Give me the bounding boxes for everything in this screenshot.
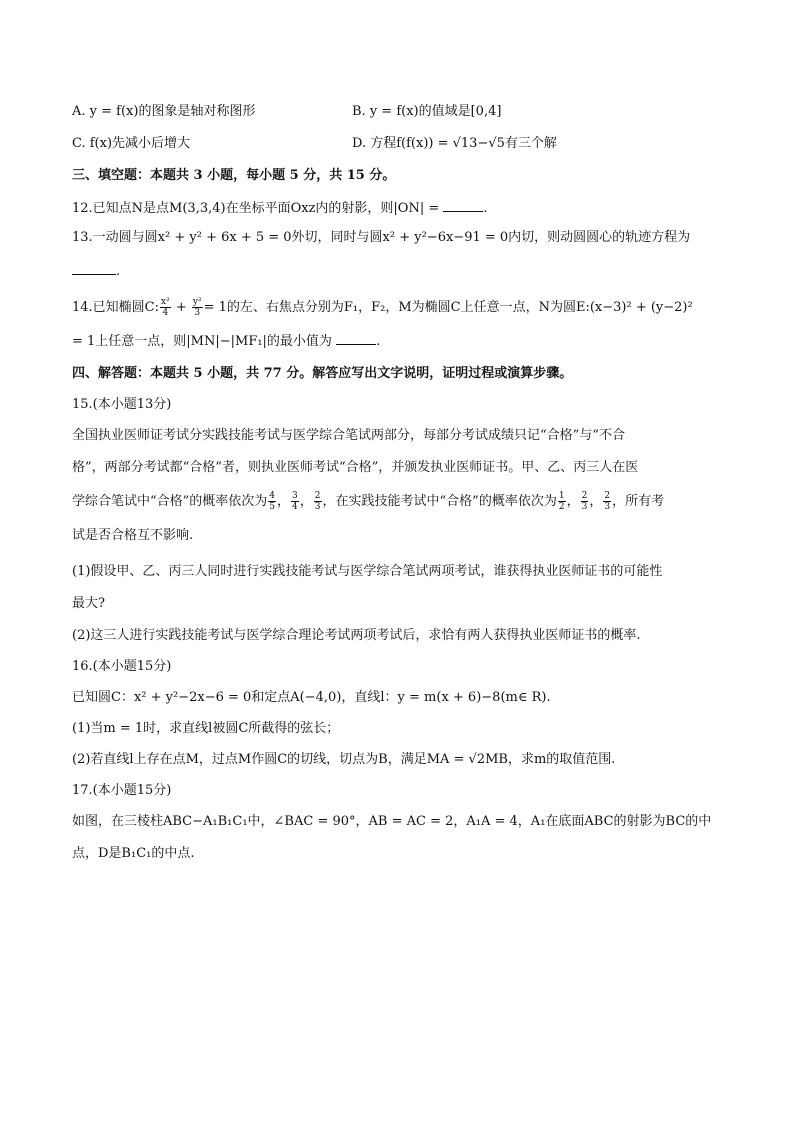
question-16-line-1: 已知圆C：x² + y²−2x−6 = 0和定点A(−4,0)，直线l：y = m(x + 6)−8(m∈ R). [72, 690, 551, 705]
fraction: $\frac{2}{3}$ [314, 491, 321, 512]
question-15-part-2: (2)这三人进行实践技能考试与医学综合理论考试两项考试后，求恰有两人获得执业医师证书的概率. [72, 628, 641, 643]
question-15-text-a: 学综合笔试中“合格”的概率依次为 [72, 494, 268, 509]
question-16-part-2: (2)若直线l上存在点M，过点M作圆C的切线，切点为B，满足MA = √2MB，求m的取值范围. [72, 752, 616, 767]
fraction: $\frac{\text{x²}}{4}$ [161, 297, 170, 318]
question-14-lead: 14.已知椭圆C: [72, 300, 160, 315]
question-12: 12.已知点N是点M(3,3,4)在坐标平面Oxz内的射影，则|ON| = . [72, 197, 488, 219]
fraction: $\frac{2}{3}$ [581, 491, 588, 512]
fraction: $\frac{3}{4}$ [292, 491, 298, 512]
option-d: D. 方程f(f(x)) = √13−√5有三个解 [352, 136, 557, 151]
section-3-heading: 三、填空题：本题共 3 小题，每小题 5 分，共 15 分。 [72, 168, 396, 183]
fraction: $\frac{1}{2}$ [558, 491, 565, 512]
question-13-line-1: 13.一动圆与圆x² + y² + 6x + 5 = 0外切，同时与圆x² + y²−6x−91 = 0内切，则动圆圆心的轨迹方程为 [72, 230, 691, 245]
option-a: A. y = f(x)的图象是轴对称图形 [72, 104, 256, 119]
question-15-heading: 15.(本小题13分) [72, 397, 172, 412]
question-15-text-b: ，在实践技能考试中“合格”的概率依次为 [322, 494, 557, 509]
answer-blank [72, 260, 116, 275]
question-15-text-c: ，所有考 [612, 494, 665, 509]
question-14-line-1: 14.已知椭圆C: $\frac{\text{x²}}{4}$ + $\frac{\text{y²}}{3}$ = 1的左、右焦点分别为F₁，F₂，M为椭圆C上任意一点，N为圆E:(x−3)² + (y−2)² [72, 297, 693, 318]
question-17-heading: 17.(本小题15分) [72, 783, 172, 798]
question-12-text: 12.已知点N是点M(3,3,4)在坐标平面Oxz内的射影，则|ON| = [72, 201, 440, 216]
fraction: $\frac{4}{5}$ [269, 491, 276, 512]
option-c: C. f(x)先减小后增大 [72, 136, 191, 151]
question-14-line-2: = 1上任意一点，则|MN|−|MF₁|的最小值为 . [72, 330, 380, 352]
question-16-part-1: (1)当m = 1时，求直线l被圆C所截得的弦长； [72, 721, 340, 736]
question-13-end: . [116, 264, 121, 279]
question-15-line-4: 试是否合格互不影响. [72, 528, 194, 543]
question-16-heading: 16.(本小题15分) [72, 659, 172, 674]
question-15-part-1: (1)假设甲、乙、丙三人同时进行实践技能考试与医学综合笔试两项考试，谁获得执业医师证书的可能性 [72, 564, 663, 579]
option-b: B. y = f(x)的值域是[0,4] [352, 104, 502, 119]
fraction: $\frac{\text{y²}}{3}$ [192, 297, 202, 318]
question-17-line-2: 点，D是B₁C₁的中点. [72, 846, 195, 861]
question-14-text: = 1上任意一点，则|MN|−|MF₁|的最小值为 [72, 334, 332, 349]
question-15-line-3: 学综合笔试中“合格”的概率依次为 $\frac{4}{5}$ ， $\frac{3}{4}$ ， $\frac{2}{3}$ ，在实践技能考试中“合格”的概率依次为 $\frac{1}{2}$ ， $\frac{2}{3}$ ， $\frac{2}{3}$ ，所有考 [72, 491, 665, 512]
fraction: $\frac{2}{3}$ [604, 491, 611, 512]
question-15-part-1-cont: 最大? [72, 596, 105, 611]
answer-blank [336, 330, 376, 345]
question-15-line-2: 格”，两部分考试都“合格”者，则执业医师考试“合格”，并颁发执业医师证书。甲、乙、丙三人在医 [72, 460, 639, 475]
question-14-rest: = 1的左、右焦点分别为F₁，F₂，M为椭圆C上任意一点，N为圆E:(x−3)² + (y−2)² [203, 300, 693, 315]
section-4-heading: 四、解答题：本题共 5 小题，共 77 分。解答应写出文字说明，证明过程或演算步骤。 [72, 366, 573, 381]
question-15-line-1: 全国执业医师证考试分实践技能考试与医学综合笔试两部分，每部分考试成绩只记“合格”与“不合 [72, 428, 625, 443]
question-17-line-1: 如图，在三棱柱ABC−A₁B₁C₁中，∠BAC = 90°，AB = AC = 2，A₁A = 4，A₁在底面ABC的射影为BC的中 [72, 814, 712, 829]
question-13-line-2 [72, 260, 120, 282]
answer-blank [443, 197, 483, 212]
